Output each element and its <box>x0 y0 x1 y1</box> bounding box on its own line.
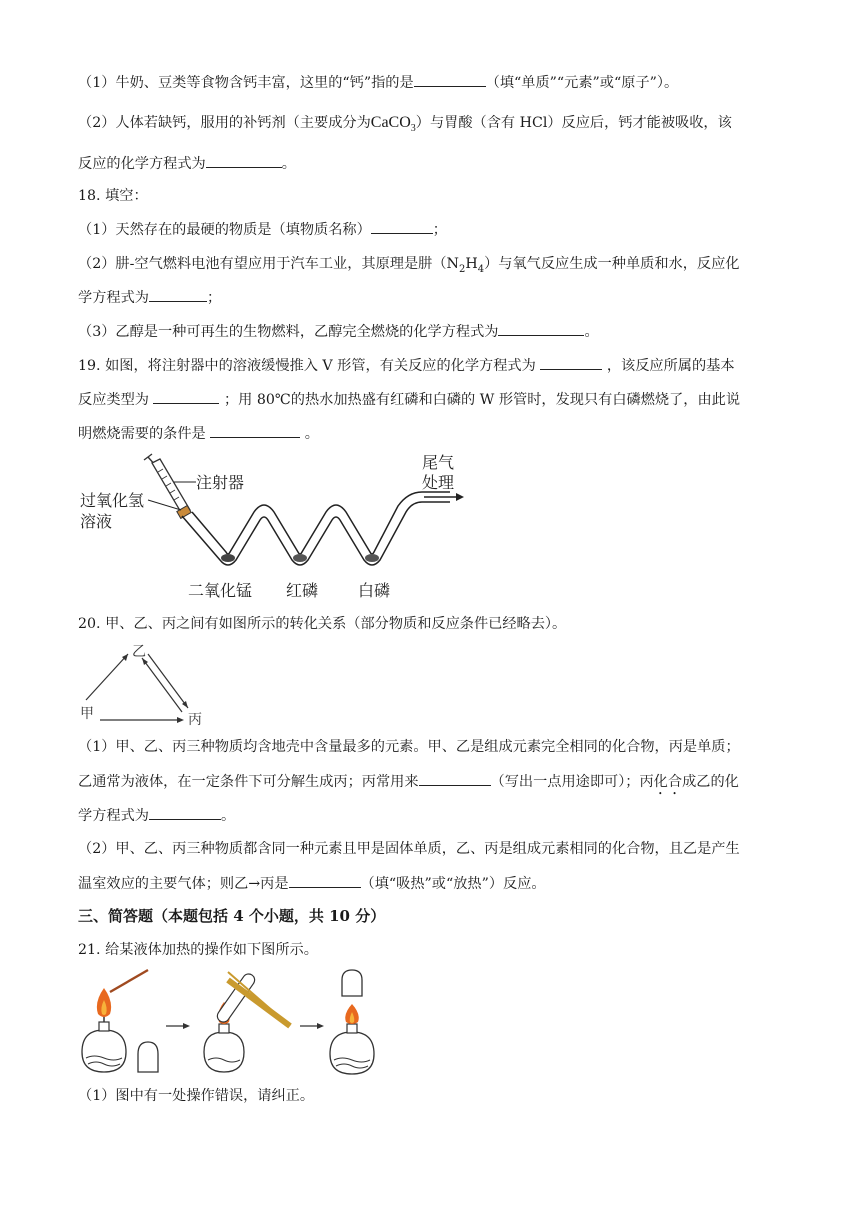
answer-blank[interactable] <box>206 153 282 168</box>
answer-blank[interactable] <box>289 873 361 888</box>
label-white-p: 白磷 <box>358 581 391 600</box>
q20-part2-line2: 温室效应的主要气体；则乙→丙是 （填“吸热”或“放热”）反应。 <box>78 873 546 894</box>
q17-part2: （2）人体若缺钙，服用的补钙剂（主要成分为CaCO$_3$）与胃酸（含有 HCl）反应后，钙才能被吸收，该 <box>78 114 732 135</box>
node-yi: 乙 <box>132 644 146 660</box>
conversion-triangle-figure <box>78 640 218 728</box>
lamp-cap <box>342 970 362 996</box>
q19-line1: 19. 如图，将注射器中的溶液缓慢推入 V 形管，有关反应的化学方程式为 ，该反应所属的基本 <box>78 355 735 376</box>
q20-part1-line3: 学方程式为 。 <box>78 805 235 826</box>
syringe-icon <box>144 454 191 518</box>
answer-blank[interactable] <box>210 423 300 438</box>
label-exhaust-line1: 尾气 <box>422 453 455 472</box>
arrow-right-icon <box>183 1023 190 1029</box>
q20-title: 20. 甲、乙、丙之间有如图所示的转化关系（部分物质和反应条件已经略去）。 <box>78 616 567 632</box>
q20-part1-line1: （1）甲、乙、丙三种物质均含地壳中含量最多的元素。甲、乙是组成元素完全相同的化合物，丙是单质； <box>78 739 740 755</box>
label-syringe: 注射器 <box>196 473 245 492</box>
w-tube-outer <box>182 502 450 565</box>
label-red-p: 红磷 <box>286 581 319 600</box>
q20-part2-line1: （2）甲、乙、丙三种物质都含同一种元素且甲是固体单质，乙、丙是组成元素相同的化合物，且乙是产生 <box>78 841 740 857</box>
answer-blank[interactable] <box>419 771 491 786</box>
q18-part1: （1）天然存在的最硬的物质是（填物质名称） ； <box>78 219 447 240</box>
label-h2o2-line1: 过氧化氢 <box>80 491 145 510</box>
formula-caco3: CaCO$_3$ <box>370 114 416 135</box>
q17-part2-cont: 反应的化学方程式为 。 <box>78 153 296 174</box>
test-tube-heating <box>204 972 290 1072</box>
q18-part3: （3）乙醇是一种可再生的生物燃料，乙醇完全燃烧的化学方程式为 。 <box>78 321 599 342</box>
q21-title: 21. 给某液体加热的操作如下图所示。 <box>78 942 318 958</box>
match-stick <box>110 970 148 992</box>
mno2-powder <box>221 554 235 562</box>
lamp-cap <box>138 1042 158 1072</box>
answer-blank[interactable] <box>414 72 486 87</box>
q21-part1: （1）图中有一处操作错误，请纠正。 <box>78 1088 315 1104</box>
q19-line3: 明燃烧需要的条件是 。 <box>78 423 319 444</box>
q17-part1: （1）牛奶、豆类等食物含钙丰富，这里的“钙”指的是 （填“单质”“元素”或“原子”）。 <box>78 72 678 93</box>
answer-blank[interactable] <box>153 389 219 404</box>
white-phosphorus <box>365 554 379 562</box>
answer-blank[interactable] <box>498 321 584 336</box>
q19-line2: 反应类型为 ；用 80℃的热水加热盛有红磷和白磷的 W 形管时，发现只有白磷燃烧了，由此说 <box>78 389 740 410</box>
label-mno2: 二氧化锰 <box>188 581 253 600</box>
answer-blank[interactable] <box>371 219 433 234</box>
q18-part2-cont: 学方程式为 ； <box>78 287 221 308</box>
wv-tube-apparatus-figure <box>78 452 478 604</box>
q18-part2: （2）肼-空气燃料电池有望应用于汽车工业，其原理是肼$(N_2H_4)$与氧气反应生成一种单质和水，反应化 <box>78 256 740 275</box>
section-3-title: 三、简答题（本题包括 4 个小题，共 10 分） <box>78 907 386 925</box>
label-exhaust-line2: 处理 <box>422 473 455 492</box>
alcohol-lamp-extinguish <box>330 970 374 1074</box>
arrow-right-icon <box>317 1023 324 1029</box>
arrow-right-icon <box>456 493 464 501</box>
q18-title: 18. 填空： <box>78 188 148 204</box>
heating-liquid-steps-figure <box>78 968 388 1080</box>
arrow-icon <box>177 717 184 723</box>
answer-blank[interactable] <box>540 355 602 370</box>
answer-blank[interactable] <box>149 287 207 302</box>
red-phosphorus <box>293 554 307 562</box>
answer-blank[interactable] <box>149 805 221 820</box>
node-jia: 甲 <box>80 706 94 722</box>
q20-part1-line2: 乙通常为液体，在一定条件下可分解生成丙；丙常用来 （写出一点用途即可）；丙化合成乙的化 <box>78 771 739 798</box>
w-tube-inner <box>192 492 450 554</box>
node-bing: 丙 <box>188 712 202 728</box>
label-h2o2-line2: 溶液 <box>80 512 113 531</box>
